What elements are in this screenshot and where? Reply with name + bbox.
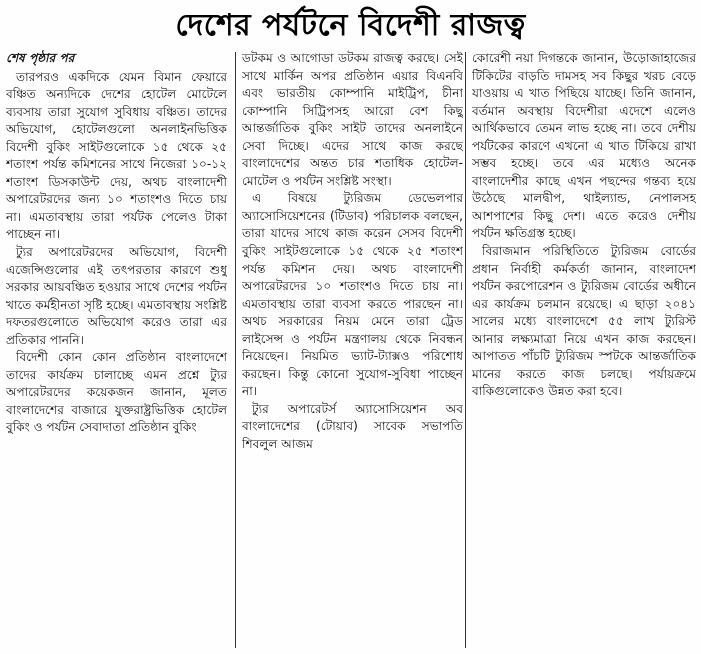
paragraph: ডটকম ও আগোডা ডটকম রাজত্ব করছে। সেই সাথে মার্কিন অপর প্রতিষ্ঠান এয়ার বিএনবি এবং ভারতীয় কোম্পানি মাইট্রিপ, চীনা কোম্পানি সিট্রিপসহ আরো বেশ কিছু আন্তর্জাতিক বুকিং সাইট তাদের অনলাইনে সেবা দিচ্ছে। এদের সাথে কাজ করছে বাংলাদেশের অন্তত চার শতাধিক হোটেল- মোটেল ও পর্যটন সংশ্লিষ্ট সংস্থা। [242,51,463,188]
paragraph: তারপরও একদিকে যেমন বিমান ফেয়ারে বঞ্চিত অন্যদিকে দেশের হোটেল মোটেলে ব্যবসায় তারা সুযোগ সুবিধায় বঞ্চিত। তাদের অভিযোগ, হোটেলগুলো অনলাইনভিত্তিক বিদেশী বুকিং সাইটগুলোকে ১৫ থেকে ২৫ শতাংশ পর্যন্ত কমিশনের সাথে নিজেরা ১০-১২ শতাংশ ডিসকাউন্ট দেয়, অথচ বাংলাদেশী অপারেটরদের জন্য ১০ শতাংশও দিতে চায় না। এমতাবস্থায় তারা পর্যটক পেলেও টাকা পাচ্ছেন না। [6,69,227,242]
article-column-2 [242,50,463,650]
article-column-3 [472,50,696,650]
paragraph: বিরাজমান পরিস্থিতিতে ট্যুরিজম বোর্ডের প্রধান নির্বাহী কর্মকর্তা জানান, বাংলাদেশ পর্যটন করপোরেশন ও ট্যুরিজম বোর্ডের অধীনে এর কার্যক্রম চলমান রয়েছে। এ ছাড়া ২০৪১ সালের মধ্যে বাংলাদেশে ৫৫ লাখ ট্যুরিস্ট আনার লক্ষ্যমাত্রা নিয়ে এখন কাজ করছেন। আপাতত পাঁচটি ট্যুরিজম স্পটকে আন্তর্জাতিক মানের করতে কাজ চলছে। পর্যায়ক্রমে বাকিগুলোকেও উন্নত করা হবে। [472,244,696,399]
paragraph: কোরেশী নয়া দিগন্তকে জানান, উড়োজাহাজের টিকিটের বাড়তি দামসহ সব কিছুর খরচ বেড়ে যাওয়ায় এ খাত পিছিয়ে যাচ্ছে। তিনি জানান, বর্তমান অবস্থায় বিদেশীরা এদেশে এলেও আর্থিকভাবে তেমন লাভ হচ্ছে না। তবে দেশীয় পর্যটকের কারণে এখনো এ খাত টিকিয়ে রাখা সম্ভব হচ্ছে। তবে এর মধ্যেও অনেক বাংলাদেশীর কাছে এখন পছন্দের গন্তব্য হয়ে উঠেছে মালদ্বীপ, থাইল্যান্ড, নেপালসহ আশপাশের কিছু দেশ। এতে করেও দেশীয় পর্যটন ক্ষতিগ্রস্ত হচ্ছে। [472,51,696,241]
continued-from-label: শেষ পৃষ্ঠার পর [6,51,75,65]
column-divider [465,52,466,648]
paragraph: বিদেশী কোন কোন প্রতিষ্ঠান বাংলাদেশে তাদের কার্যক্রম চালাচ্ছে এমন প্রশ্নে ট্যুর অপারেটরদের কয়েকজন জানান, মূলত বাংলাদেশের বাজারে যুক্তরাষ্ট্রভিত্তিক হোটেল বুকিং ও পর্যটন সেবাদাতা প্রতিষ্ঠান বুকিং [6,350,227,435]
headline: দেশের পর্যটনে বিদেশী রাজত্ব [175,8,526,43]
paragraph: ট্যুর অপারেটর্স অ্যাসোসিয়েশন অব বাংলাদেশের (টোয়াব) সাবেক সভাপতি শিবলুল আজম [242,401,463,452]
column-divider [235,52,236,648]
paragraph: এ বিষয়ে ট্যুরিজম ডেভেলপার অ্যাসোসিয়েশনের (টিডাব) পরিচালক বলছেন, তারা যাদের সাথে কাজ করেন সেসব বিদেশী বুকিং সাইটগুলোকে ১৫ থেকে ২৫ শতাংশ পর্যন্ত কমিশন দেয়। অথচ বাংলাদেশী অপারেটরদের ১০ শতাংশও দিতে চায় না। এমতাবস্থায় তারা ব্যবসা করতে পারছেন না। অথচ সরকারের নিয়ম মেনে তারা ট্রেড লাইসেন্স ও পর্যটন মন্ত্রণালয় থেকে নিবন্ধন নিয়েছেন। নিয়মিত ভ্যাট-ট্যাক্সও পরিশোধ করছেন। কিন্তু কোনো সুযোগ-সুবিধা পাচ্ছেন না। [242,191,463,399]
paragraph: ট্যুর অপারেটরদের অভিযোগ, বিদেশী এজেন্সিগুলোর এই তৎপরতার কারণে শুধু সরকার আয়বঞ্চিত হওয়ার সাথে দেশের পর্যটন খাতে কর্মহীনতা সৃষ্টি হচ্ছে। এমতাবস্থায় সংশ্লিষ্ট দফতরগুলোতে অভিযোগ করেও তারা এর প্রতিকার পাননি। [6,245,227,347]
article-column-1 [6,50,227,650]
